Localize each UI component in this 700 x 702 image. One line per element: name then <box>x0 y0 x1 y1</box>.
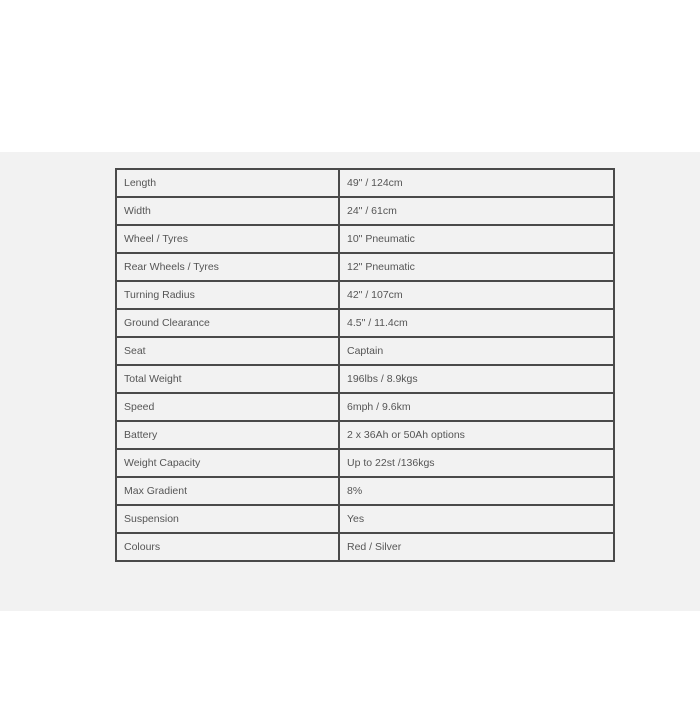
table-row <box>116 225 614 253</box>
spec-value: Captain <box>339 337 614 365</box>
spec-value: 2 x 36Ah or 50Ah options <box>339 421 614 449</box>
spec-label: Length <box>116 169 339 197</box>
spec-value: 42" / 107cm <box>339 281 614 309</box>
spec-label: Weight Capacity <box>116 449 339 477</box>
table-row <box>116 477 614 505</box>
table-row <box>116 281 614 309</box>
table-row <box>116 421 614 449</box>
spec-value: 6mph / 9.6km <box>339 393 614 421</box>
table-row <box>116 365 614 393</box>
spec-label: Colours <box>116 533 339 561</box>
spec-label: Speed <box>116 393 339 421</box>
spec-value: Red / Silver <box>339 533 614 561</box>
spec-label: Rear Wheels / Tyres <box>116 253 339 281</box>
table-row <box>116 197 614 225</box>
spec-label: Battery <box>116 421 339 449</box>
spec-label: Turning Radius <box>116 281 339 309</box>
spec-label: Total Weight <box>116 365 339 393</box>
spec-value: 4.5" / 11.4cm <box>339 309 614 337</box>
spec-value: 196lbs / 8.9kgs <box>339 365 614 393</box>
table-row <box>116 309 614 337</box>
table-row <box>116 169 614 197</box>
spec-value: 49" / 124cm <box>339 169 614 197</box>
spec-label: Wheel / Tyres <box>116 225 339 253</box>
spec-value: Yes <box>339 505 614 533</box>
spec-value: 10" Pneumatic <box>339 225 614 253</box>
spec-value: 8% <box>339 477 614 505</box>
table-row <box>116 533 614 561</box>
spec-value: Up to 22st /136kgs <box>339 449 614 477</box>
spec-value: 24" / 61cm <box>339 197 614 225</box>
spec-label: Ground Clearance <box>116 309 339 337</box>
spec-label: Width <box>116 197 339 225</box>
spec-label: Max Gradient <box>116 477 339 505</box>
spec-label: Suspension <box>116 505 339 533</box>
table-row <box>116 337 614 365</box>
specification-table <box>115 168 615 562</box>
spec-label: Seat <box>116 337 339 365</box>
table-row <box>116 393 614 421</box>
table-row <box>116 505 614 533</box>
table-row <box>116 253 614 281</box>
spec-value: 12" Pneumatic <box>339 253 614 281</box>
table-row <box>116 449 614 477</box>
